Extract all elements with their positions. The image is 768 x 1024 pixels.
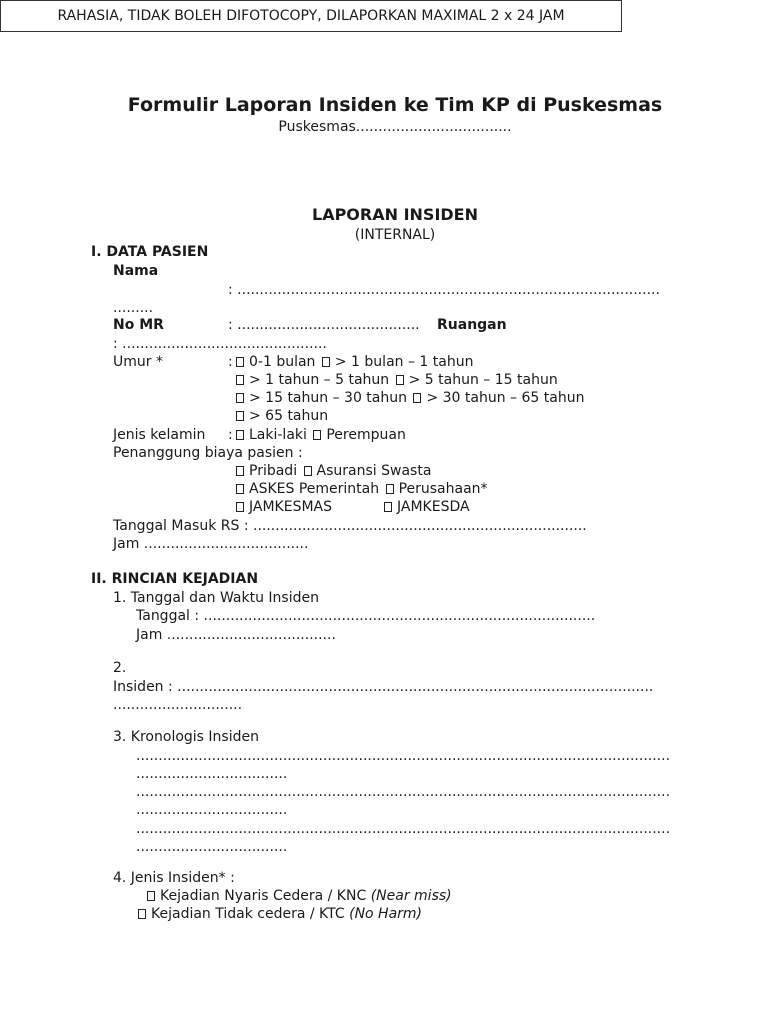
item4-label: 4. Jenis Insiden* : xyxy=(113,870,235,886)
umur-label: Umur * xyxy=(113,354,163,370)
item2-insiden-cont: ............................. xyxy=(113,697,243,713)
biaya-option: JAMKESMAS xyxy=(249,499,332,515)
kronologis-line[interactable]: ........................................................................................................................ xyxy=(136,748,671,764)
checkbox-icon[interactable] xyxy=(236,375,244,385)
biaya-option: Perusahaan* xyxy=(398,481,488,497)
nama-label: Nama xyxy=(113,263,159,279)
section-data-pasien-heading: I. DATA PASIEN xyxy=(91,244,209,260)
confidential-notice: RAHASIA, TIDAK BOLEH DIFOTOCOPY, DILAPORKAN MAXIMAL 2 x 24 JAM xyxy=(0,0,622,32)
tanggal-masuk-field[interactable]: Tanggal Masuk RS : ........................................................................... xyxy=(113,518,587,534)
nama-field[interactable]: : ............................................................................................... xyxy=(228,282,660,298)
jenis-kelamin-colon: : xyxy=(228,427,233,443)
section-rincian-heading: II. RINCIAN KEJADIAN xyxy=(91,571,259,587)
item3-label: 3. Kronologis Insiden xyxy=(113,729,259,745)
kronologis-line[interactable]: .................................. xyxy=(136,766,288,782)
kronologis-line[interactable]: ........................................................................................................................ xyxy=(136,784,671,800)
puskesmas-subtitle: Puskesmas................................... xyxy=(278,119,512,135)
umur-option: > 30 tahun – 65 tahun xyxy=(426,390,585,406)
item1-label: 1. Tanggal dan Waktu Insiden xyxy=(113,590,319,606)
umur-option: > 1 bulan – 1 tahun xyxy=(334,354,474,370)
umur-row-2 xyxy=(234,371,558,389)
umur-option: > 5 tahun – 15 tahun xyxy=(408,372,558,388)
checkbox-icon[interactable] xyxy=(147,891,155,901)
umur-colon: : xyxy=(228,354,233,370)
nomr-label: No MR xyxy=(113,317,164,333)
jenis-kelamin-label: Jenis kelamin xyxy=(113,427,206,443)
jk-option: Laki-laki xyxy=(249,427,307,443)
biaya-row-3a xyxy=(234,498,332,516)
checkbox-icon[interactable] xyxy=(384,502,392,512)
form-title: Formulir Laporan Insiden ke Tim KP di Puskesmas xyxy=(127,94,663,116)
item2-insiden-field[interactable]: Insiden : ........................................................................................................... xyxy=(113,679,654,695)
knc-label: Kejadian Nyaris Cedera / KNC xyxy=(160,888,367,904)
checkbox-icon[interactable] xyxy=(236,430,244,440)
biaya-row-2 xyxy=(234,480,488,498)
ruangan-label: Ruangan xyxy=(437,317,507,333)
biaya-option: ASKES Pemerintah xyxy=(249,481,380,497)
checkbox-icon[interactable] xyxy=(236,393,244,403)
checkbox-icon[interactable] xyxy=(304,466,312,476)
ruangan-field[interactable]: : .............................................. xyxy=(113,336,327,352)
checkbox-icon[interactable] xyxy=(322,357,330,367)
biaya-row-1 xyxy=(234,462,431,480)
report-title: LAPORAN INSIDEN xyxy=(312,205,478,224)
jenis-kelamin-options xyxy=(234,426,406,444)
umur-option: > 15 tahun – 30 tahun xyxy=(249,390,407,406)
umur-option: > 65 tahun xyxy=(249,408,329,424)
knc-note: (Near miss) xyxy=(370,888,452,904)
biaya-label: Penanggung biaya pasien : xyxy=(113,445,303,461)
kronologis-line[interactable]: ........................................................................................................................ xyxy=(136,821,671,837)
kronologis-line[interactable]: .................................. xyxy=(136,802,288,818)
umur-option: > 1 tahun – 5 tahun xyxy=(249,372,390,388)
umur-row-4 xyxy=(234,407,328,425)
ktc-note: (No Harm) xyxy=(349,906,423,922)
biaya-option: JAMKESDA xyxy=(397,499,470,515)
checkbox-icon[interactable] xyxy=(236,411,244,421)
checkbox-icon[interactable] xyxy=(236,484,244,494)
checkbox-icon[interactable] xyxy=(236,357,244,367)
umur-row-3 xyxy=(234,389,584,407)
biaya-option: Asuransi Swasta xyxy=(316,463,432,479)
item1-tanggal-field[interactable]: Tanggal : ........................................................................................ xyxy=(136,608,596,624)
jam-masuk-field[interactable]: Jam ..................................... xyxy=(113,536,309,552)
kronologis-line[interactable]: .................................. xyxy=(136,839,288,855)
checkbox-icon[interactable] xyxy=(236,466,244,476)
checkbox-icon[interactable] xyxy=(236,502,244,512)
checkbox-icon[interactable] xyxy=(396,375,404,385)
item4-option-knc xyxy=(145,887,452,905)
item1-jam-field[interactable]: Jam ...................................... xyxy=(136,627,336,643)
nama-field-cont: ......... xyxy=(113,300,154,316)
checkbox-icon[interactable] xyxy=(138,909,146,919)
checkbox-icon[interactable] xyxy=(313,430,321,440)
umur-option: 0-1 bulan xyxy=(249,354,316,370)
report-subtitle: (INTERNAL) xyxy=(354,227,436,243)
checkbox-icon[interactable] xyxy=(386,484,394,494)
item2-number: 2. xyxy=(113,660,127,676)
item4-option-ktc xyxy=(136,905,422,923)
ktc-label: Kejadian Tidak cedera / KTC xyxy=(151,906,345,922)
biaya-option: Pribadi xyxy=(249,463,298,479)
biaya-row-3b xyxy=(382,498,470,516)
jk-option: Perempuan xyxy=(326,427,406,443)
checkbox-icon[interactable] xyxy=(413,393,421,403)
nomr-field[interactable]: : ......................................... xyxy=(228,317,420,333)
umur-row-1 xyxy=(234,353,473,371)
